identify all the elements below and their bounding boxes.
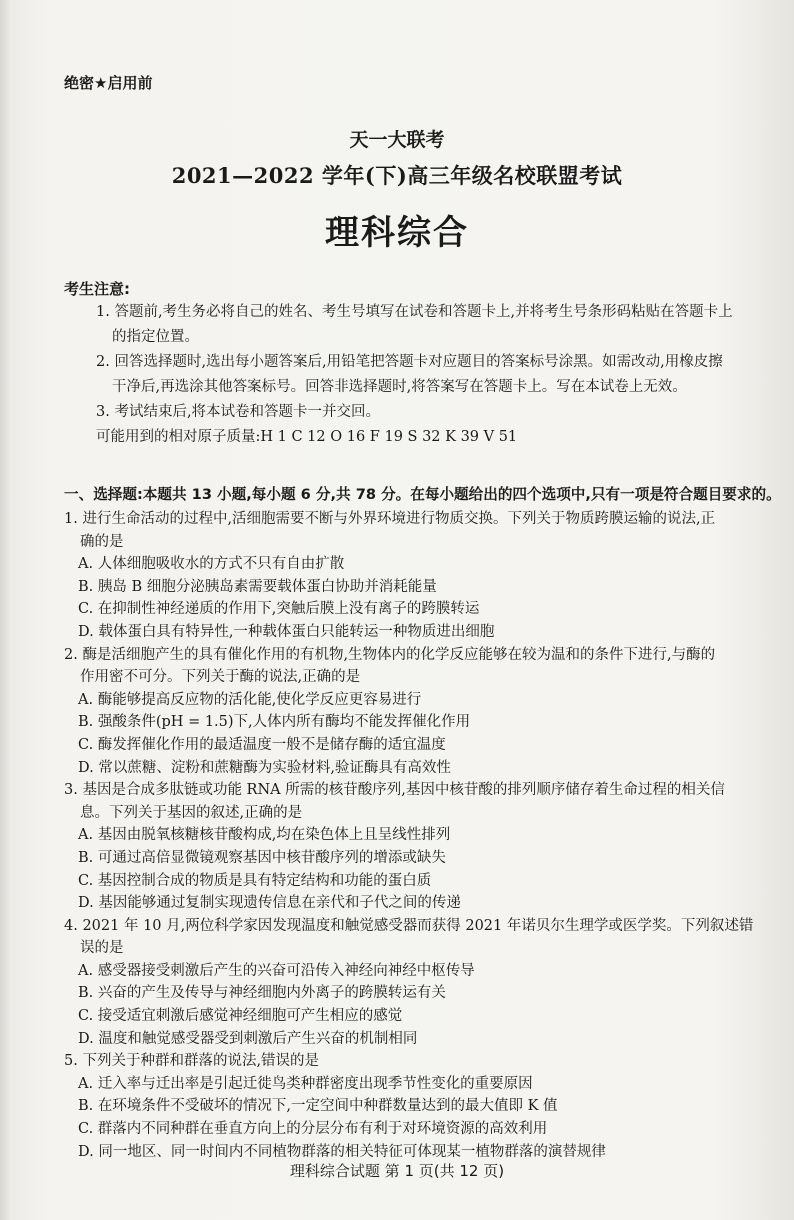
question-stem-cont: 息。下列关于基因的叙述,正确的是 [80, 804, 303, 821]
page-footer: 理科综合试题 第 1 页(共 12 页) [289, 1162, 505, 1180]
question-stem-cont: 作用密不可分。下列关于酶的说法,正确的是 [80, 669, 361, 686]
question-5 [64, 1050, 776, 1163]
notice-item: 的指定位置。 [112, 329, 199, 345]
option-d: D. 基因能够通过复制实现遗传信息在亲代和子代之间的传递 [78, 895, 461, 912]
option-d: D. 同一地区、同一时间内不同植物群落的相关特征可体现某一植物群落的演替规律 [78, 1143, 606, 1160]
option-b: B. 在环境条件不受破坏的情况下,一定空间中种群数量达到的最大值即 K 值 [78, 1098, 558, 1115]
question-stem-cont: 确的是 [80, 533, 124, 550]
option-c: C. 酶发挥催化作用的最适温度一般不是储存酶的适宜温度 [78, 736, 446, 753]
option-c: C. 在抑制性神经递质的作用下,突触后膜上没有离子的跨膜转运 [78, 601, 480, 618]
option-d: D. 载体蛋白具有特异性,一种载体蛋白只能转运一种物质进出细胞 [78, 623, 495, 640]
exam-title: 2021—2022 学年(下)高三年级名校联盟考试 [171, 163, 623, 188]
option-b: B. 兴奋的产生及传导与神经细胞内外离子的跨膜转运有关 [78, 985, 446, 1002]
question-stem: 3. 基因是合成多肽链或功能 RNA 所需的核苷酸序列,基因中核苷酸的排列顺序储存着生命过程的相关信 [64, 782, 725, 799]
option-c: C. 接受适宜刺激后感觉神经细胞可产生相应的感觉 [78, 1008, 403, 1025]
question-stem: 4. 2021 年 10 月,两位科学家因发现温度和触觉感受器而获得 2021 年诺贝尔生理学或医学奖。下列叙述错 [64, 917, 754, 934]
option-a: A. 感受器接受刺激后产生的兴奋可沿传入神经向神经中枢传导 [78, 962, 475, 979]
question-stem-cont: 误的是 [80, 940, 124, 957]
notice-heading: 考生注意: [64, 280, 130, 298]
option-a: A. 人体细胞吸收水的方式不只有自由扩散 [78, 556, 345, 573]
option-b: B. 胰岛 B 细胞分泌胰岛素需要载体蛋白协助并消耗能量 [78, 578, 437, 595]
option-a: A. 基因由脱氧核糖核苷酸构成,均在染色体上且呈线性排列 [78, 827, 451, 844]
question-4 [64, 915, 776, 1051]
option-c: C. 群落内不同种群在垂直方向上的分层分布有利于对环境资源的高效利用 [78, 1121, 548, 1138]
question-1 [64, 508, 776, 644]
option-c: C. 基因控制合成的物质是具有特定结构和功能的蛋白质 [78, 872, 432, 889]
option-a: A. 迁入率与迁出率是引起迁徙鸟类种群密度出现季节性变化的重要原因 [78, 1075, 533, 1092]
option-d: D. 温度和触觉感受器受到刺激后产生兴奋的机制相同 [78, 1030, 418, 1047]
option-d: D. 常以蔗糖、淀粉和蔗糖酶为实验材料,验证酶具有高效性 [78, 759, 451, 776]
subject-title: 理科综合 [325, 213, 469, 253]
section-heading: 一、选择题:本题共 13 小题,每小题 6 分,共 78 分。在每小题给出的四个选项中,只有一项是符合题目要求的。 [64, 486, 781, 503]
question-list [64, 508, 776, 1163]
question-stem: 2. 酶是活细胞产生的具有催化作用的有机物,生物体内的化学反应能够在较为温和的条件下进行,与酶的 [64, 646, 716, 663]
question-stem: 5. 下列关于种群和群落的说法,错误的是 [64, 1053, 320, 1070]
option-b: B. 强酸条件(pH = 1.5)下,人体内所有酶均不能发挥催化作用 [78, 714, 471, 731]
confidential-label: 绝密★启用前 [64, 74, 153, 92]
notice-item: 1. 答题前,考生务必将自己的姓名、考生号填写在试卷和答题卡上,并将考生号条形码粘贴在答题卡上 [96, 304, 733, 320]
notice-item: 3. 考试结束后,将本试卷和答题卡一并交回。 [96, 404, 381, 420]
question-stem: 1. 进行生命活动的过程中,活细胞需要不断与外界环境进行物质交换。下列关于物质跨膜运输的说法,正 [64, 511, 716, 527]
notice-item: 2. 回答选择题时,选出每小题答案后,用铅笔把答题卡对应题目的答案标号涂黑。如需改动,用橡皮擦 [96, 354, 723, 370]
notice-list [64, 300, 764, 450]
option-a: A. 酶能够提高反应物的活化能,使化学反应更容易进行 [78, 691, 422, 708]
atomic-mass-line: 可能用到的相对原子质量:H 1 C 12 O 16 F 19 S 32 K 39 V 51 [96, 429, 518, 445]
question-2 [64, 644, 776, 780]
exam-organizer: 天一大联考 [349, 129, 445, 151]
question-3 [64, 779, 776, 915]
notice-item: 干净后,再选涂其他答案标号。回答非选择题时,将答案写在答题卡上。写在本试卷上无效。 [112, 379, 687, 395]
option-b: B. 可通过高倍显微镜观察基因中核苷酸序列的增添或缺失 [78, 849, 446, 866]
